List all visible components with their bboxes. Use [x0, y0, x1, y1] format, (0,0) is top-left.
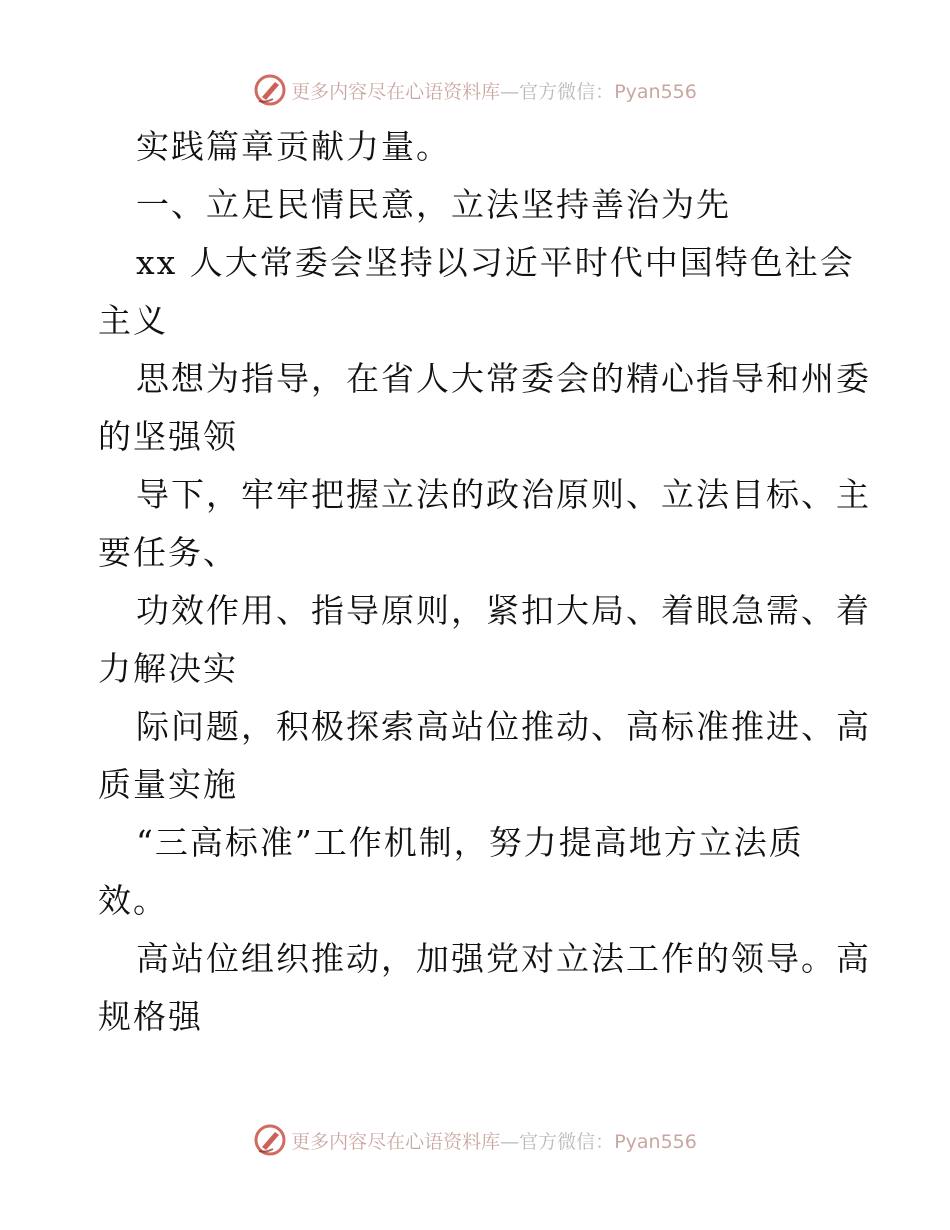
watermark-text [291, 77, 697, 104]
paragraph-line: 际问题，积极探索高站位推动、高标准推进、高 [136, 707, 871, 746]
paragraph-line: 主义 [98, 301, 168, 340]
watermark-text [291, 1127, 697, 1154]
watermark-wechat-id: Pyan556 [614, 1130, 697, 1153]
paragraph-line: xx 人大常委会坚持以习近平时代中国特色社会 [136, 243, 855, 282]
footer-watermark [0, 1120, 950, 1160]
logo-icon [253, 1123, 287, 1157]
paragraph-line: “三高标准”工作机制，努力提高地方立法质 [136, 823, 804, 862]
paragraph-line: 效。 [98, 881, 168, 920]
paragraph-line: 的坚强领 [98, 417, 238, 456]
watermark-wechat-id: Pyan556 [614, 80, 697, 103]
paragraph-line: 高站位组织推动，加强党对立法工作的领导。高 [136, 939, 871, 978]
paragraph-line: 功效作用、指导原则，紧扣大局、着眼急需、着 [136, 591, 871, 630]
watermark-dash: — [500, 1130, 520, 1153]
paragraph-line: 要任务、 [98, 533, 238, 572]
watermark-sub: 官方微信： [519, 80, 615, 103]
logo-icon [253, 73, 287, 107]
paragraph-line: 思想为指导，在省人大常委会的精心指导和州委 [136, 359, 871, 398]
header-watermark [0, 70, 950, 110]
document-body [98, 118, 871, 1046]
paragraph-line: 规格强 [98, 997, 203, 1036]
paragraph-line: 导下，牢牢把握立法的政治原则、立法目标、主 [136, 475, 871, 514]
watermark-sub: 官方微信： [519, 1130, 615, 1153]
watermark-dash: — [500, 80, 520, 103]
paragraph-line: 力解决实 [98, 649, 238, 688]
watermark-main: 更多内容尽在心语资料库 [291, 80, 501, 103]
watermark-main: 更多内容尽在心语资料库 [291, 1130, 501, 1153]
paragraph-line: 一、立足民情民意，立法坚持善治为先 [136, 185, 731, 224]
paragraph-line: 实践篇章贡献力量。 [136, 127, 451, 166]
paragraph-line: 质量实施 [98, 765, 238, 804]
